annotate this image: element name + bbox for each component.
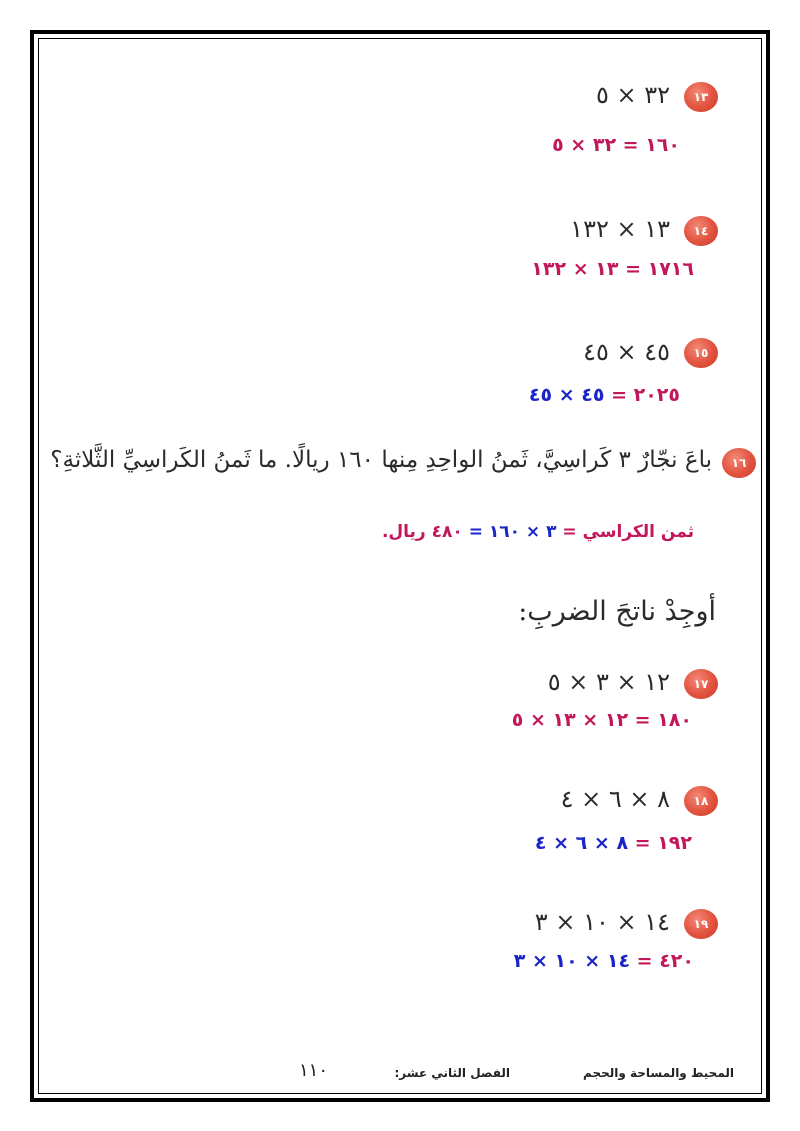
problem-number-badge: ١٨: [684, 786, 718, 816]
answer-expression: ٣ × ١٦٠ =: [462, 522, 557, 542]
answer-factors: ٨ × ٦ × ٤: [534, 832, 629, 854]
problem-expression: ١٤ × ١٠ × ٣: [534, 908, 670, 936]
problem-answer: [514, 950, 694, 972]
answer-factors: ٣٢ × ٥: [552, 134, 617, 156]
answer-equals: =: [618, 258, 648, 280]
answer-equals: =: [616, 134, 646, 156]
answer-equals: =: [628, 832, 658, 854]
footer-chapter: الفصل الثاني عشر:: [394, 1066, 510, 1080]
answer-result: ٤٢٠: [659, 950, 694, 972]
answer-factors: ١٣ × ١٣٢: [531, 258, 619, 280]
problem-expression: ١٢ × ٣ × ٥: [547, 668, 670, 696]
answer-equals: =: [630, 950, 660, 972]
problem-number-badge: ١٦: [722, 448, 756, 478]
footer-topic: المحيط والمساحة والحجم: [583, 1066, 734, 1080]
answer-result: ٤٨٠ ريال.: [381, 522, 463, 542]
word-problem-answer: [382, 522, 694, 542]
problem-number-badge: ١٥: [684, 338, 718, 368]
problem-answer: [535, 832, 692, 854]
answer-factors: ١٢ × ١٣ × ٥: [511, 709, 629, 731]
section-instruction: أوجِدْ ناتجَ الضربِ:: [518, 596, 716, 627]
problem-number-badge: ١٧: [684, 669, 718, 699]
answer-result: ١٨٠: [657, 709, 692, 731]
problem-answer: [531, 258, 694, 280]
problem-expression: ٨ × ٦ × ٤: [560, 785, 670, 813]
page-number: ١١٠: [298, 1060, 328, 1081]
problem-expression: ١٣ × ١٣٢: [570, 215, 670, 243]
word-problem-text: باعَ نجّارٌ ٣ كَراسِيَّ، ثَمنُ الواحِدِ مِنها ١٦٠ ريالًا. ما ثَمنُ الكَراسِيِّ الثَّلاثةِ؟: [50, 447, 712, 473]
problem-expression: ٤٥ × ٤٥: [583, 338, 670, 366]
answer-factors: ٤٥ × ٤٥: [528, 384, 605, 406]
answer-label: ثمن الكراسي =: [556, 522, 694, 542]
problem-answer: [529, 384, 680, 406]
answer-result: ٢٠٢٥: [633, 384, 680, 406]
answer-result: ١٩٢: [657, 832, 692, 854]
answer-equals: =: [604, 384, 634, 406]
problem-answer: [552, 134, 680, 156]
answer-result: ١٦٠: [645, 134, 680, 156]
answer-factors: ١٤ × ١٠ × ٣: [513, 950, 631, 972]
problem-expression: ٣٢ × ٥: [595, 81, 670, 109]
answer-equals: =: [628, 709, 658, 731]
answer-result: ١٧١٦: [647, 258, 694, 280]
problem-answer: [512, 709, 692, 731]
problem-number-badge: ١٤: [684, 216, 718, 246]
problem-number-badge: ١٩: [684, 909, 718, 939]
problem-number-badge: ١٣: [684, 82, 718, 112]
